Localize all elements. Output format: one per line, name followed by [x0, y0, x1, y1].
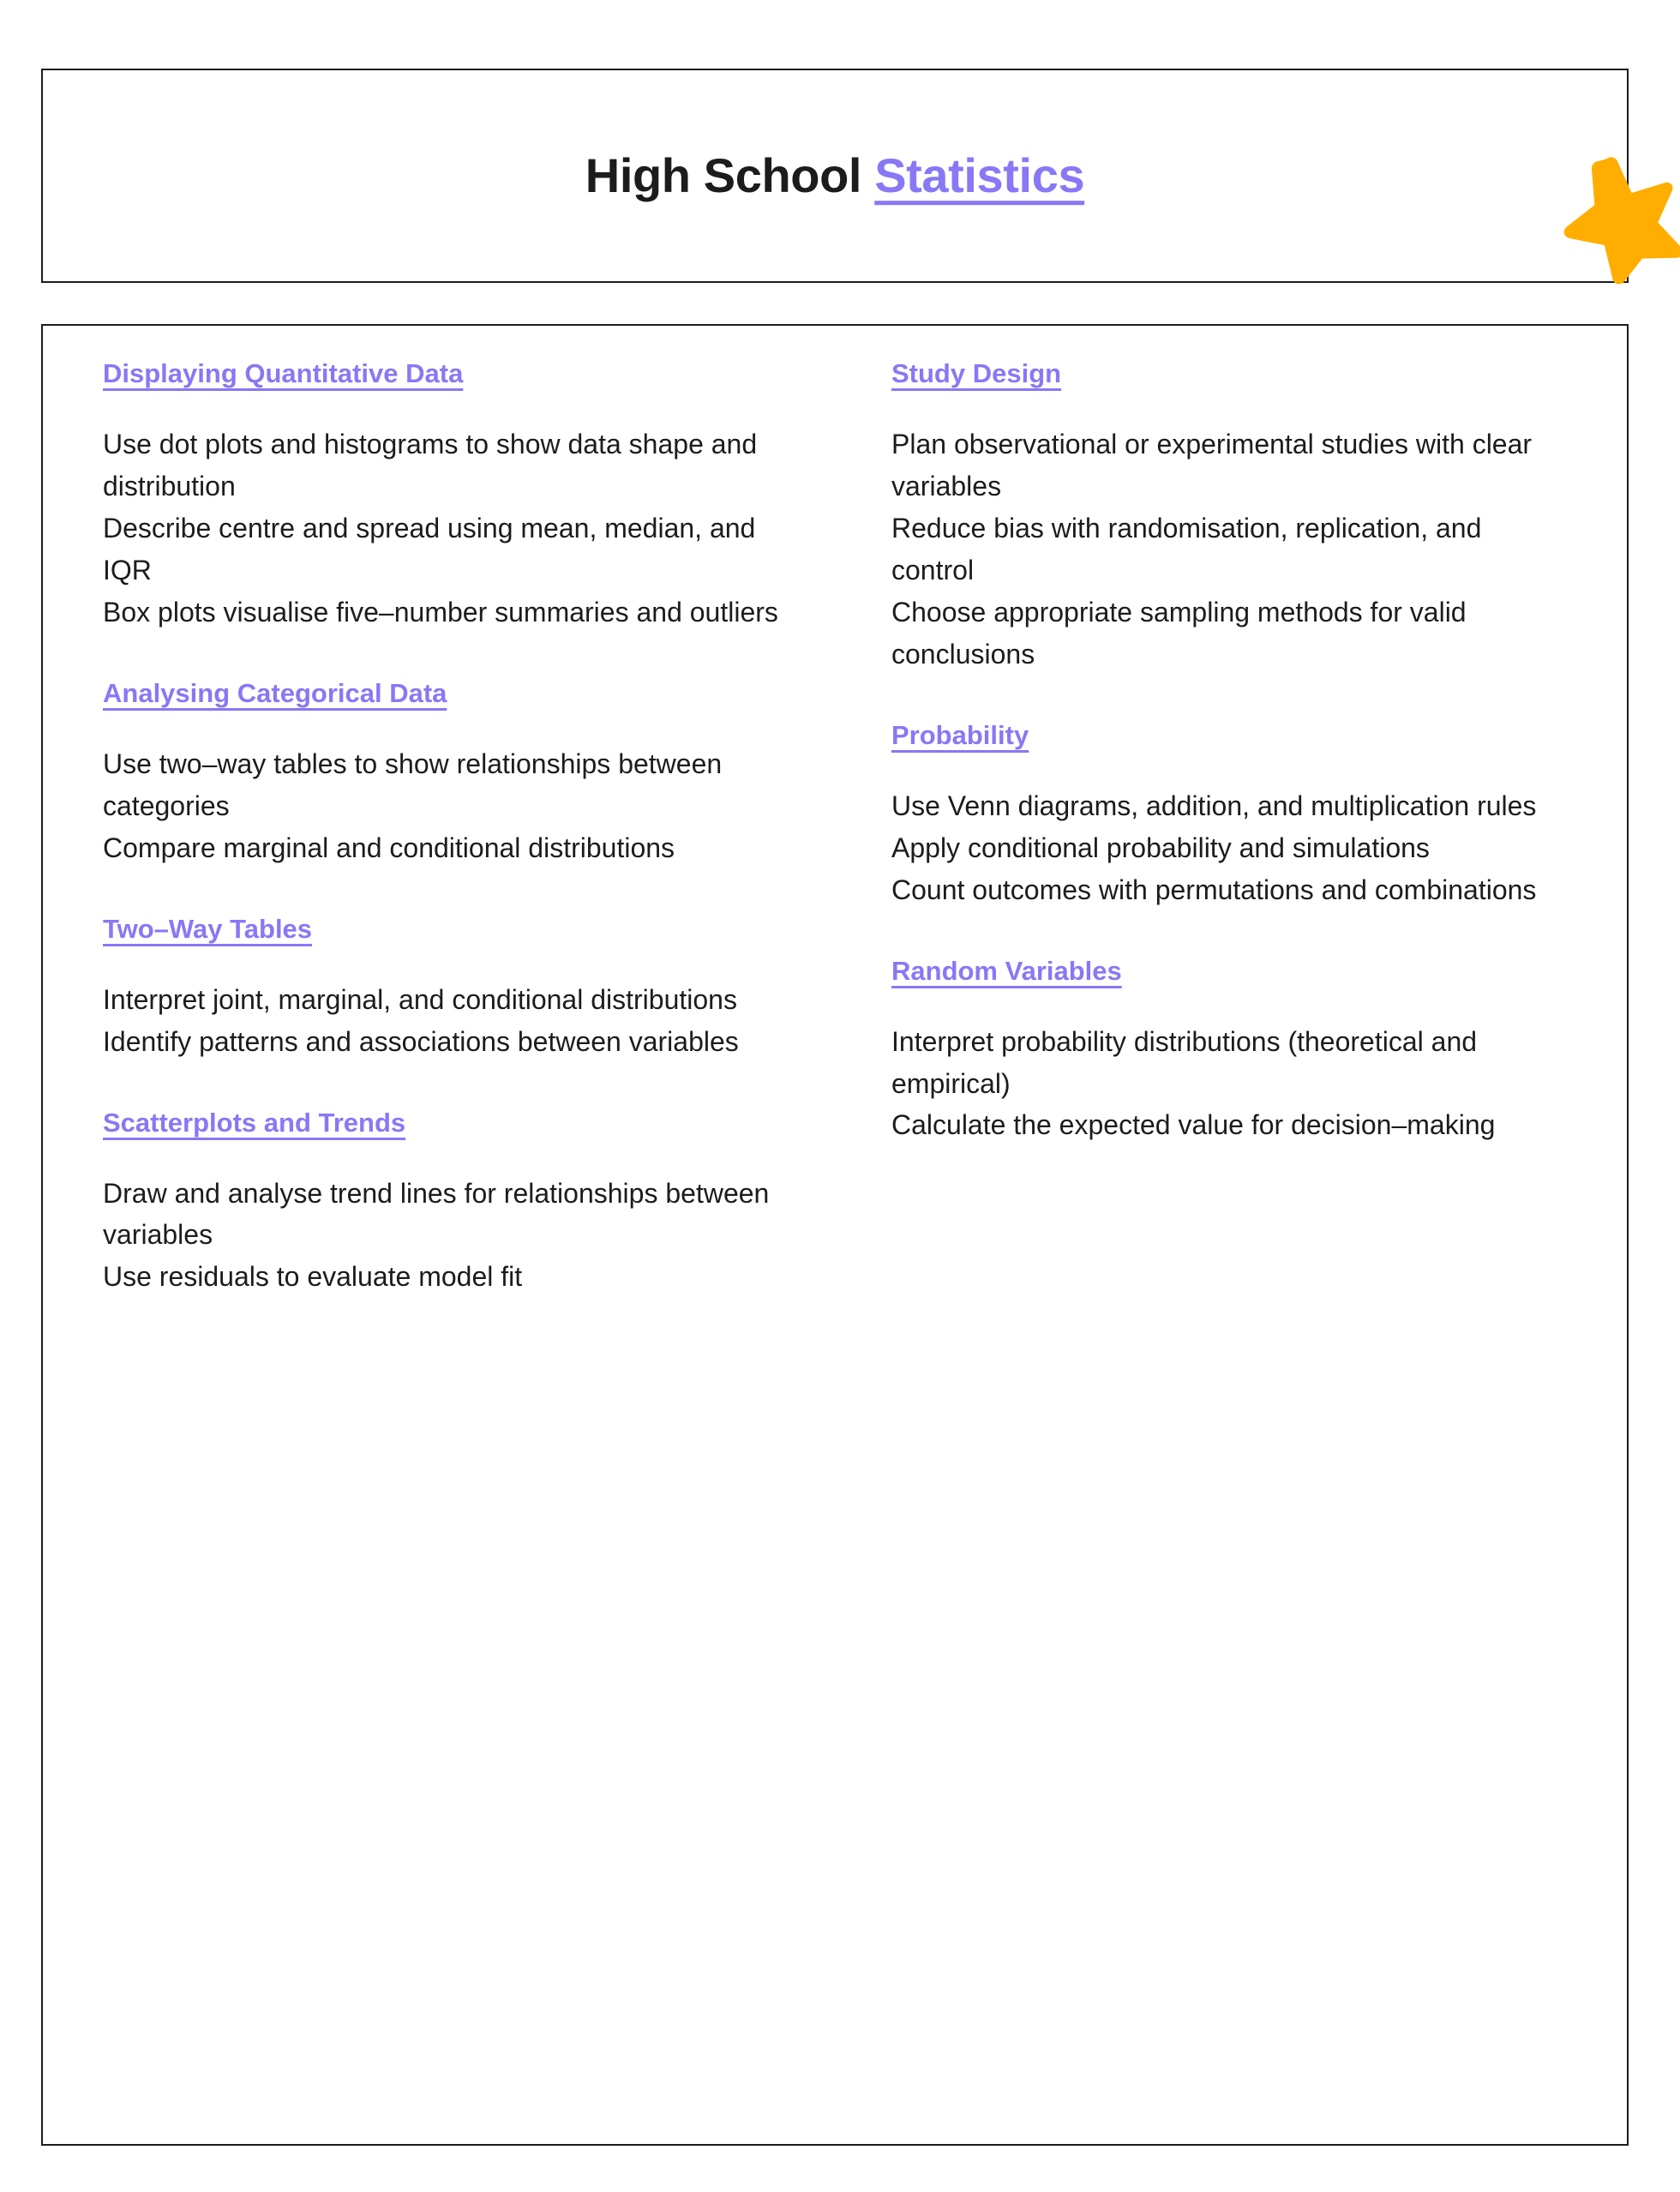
section-line: Use two–way tables to show relationships between categories	[103, 748, 723, 821]
section-study-design	[891, 358, 1569, 676]
section-line: Box plots visualise five–number summaries and outliers	[103, 596, 778, 628]
section-line: Plan observational or experimental studies with clear variables	[891, 429, 1533, 501]
section-heading[interactable]: Probability	[891, 719, 1029, 750]
section-body	[891, 1021, 1569, 1147]
section-body	[103, 979, 780, 1063]
section-line: Use dot plots and histograms to show data shape and distribution	[103, 429, 758, 501]
section-displaying-quantitative-data	[103, 358, 780, 634]
section-line: Reduce bias with randomisation, replication, and control	[891, 512, 1482, 586]
section-line: Use Venn diagrams, addition, and multiplication rules	[891, 790, 1537, 821]
section-line: Interpret joint, marginal, and conditional distributions	[103, 983, 737, 1015]
section-heading[interactable]: Displaying Quantitative Data	[103, 358, 464, 388]
column-right	[891, 358, 1569, 1146]
page-title	[43, 149, 1627, 202]
section-line: Compare marginal and conditional distributions	[103, 832, 675, 863]
section-line: Apply conditional probability and simulations	[891, 832, 1430, 863]
section-heading[interactable]: Two–Way Tables	[103, 913, 313, 944]
section-line: Count outcomes with permutations and combinations	[891, 874, 1537, 905]
column-left	[103, 358, 780, 1298]
section-heading[interactable]: Random Variables	[891, 955, 1122, 986]
section-line: Describe centre and spread using mean, median, and IQR	[103, 512, 756, 586]
section-random-variables	[891, 956, 1569, 1147]
section-line: Use residuals to evaluate model fit	[103, 1261, 523, 1293]
section-body	[891, 423, 1569, 676]
content-columns	[103, 358, 1593, 1298]
section-body	[103, 743, 780, 869]
section-scatterplots-and-trends	[103, 1108, 780, 1299]
section-line: Identify patterns and associations between variables	[103, 1025, 739, 1057]
section-body	[891, 785, 1569, 911]
section-probability	[891, 720, 1569, 911]
page-title-main: High School	[585, 148, 875, 203]
section-heading[interactable]: Study Design	[891, 358, 1062, 388]
section-analysing-categorical-data	[103, 678, 780, 869]
content-box	[41, 324, 1629, 2146]
header-box	[41, 69, 1629, 283]
section-heading[interactable]: Scatterplots and Trends	[103, 1107, 406, 1138]
section-body	[103, 1173, 780, 1299]
page-title-accent: Statistics	[874, 148, 1085, 203]
section-line: Choose appropriate sampling methods for valid conclusions	[891, 596, 1467, 670]
section-line: Draw and analyse trend lines for relationships between variables	[103, 1177, 770, 1251]
section-line: Calculate the expected value for decision–making	[891, 1109, 1496, 1141]
section-body	[103, 423, 780, 634]
section-two-way-tables	[103, 914, 780, 1063]
section-heading[interactable]: Analysing Categorical Data	[103, 677, 447, 708]
section-line: Interpret probability distributions (theoretical and empirical)	[891, 1025, 1478, 1099]
